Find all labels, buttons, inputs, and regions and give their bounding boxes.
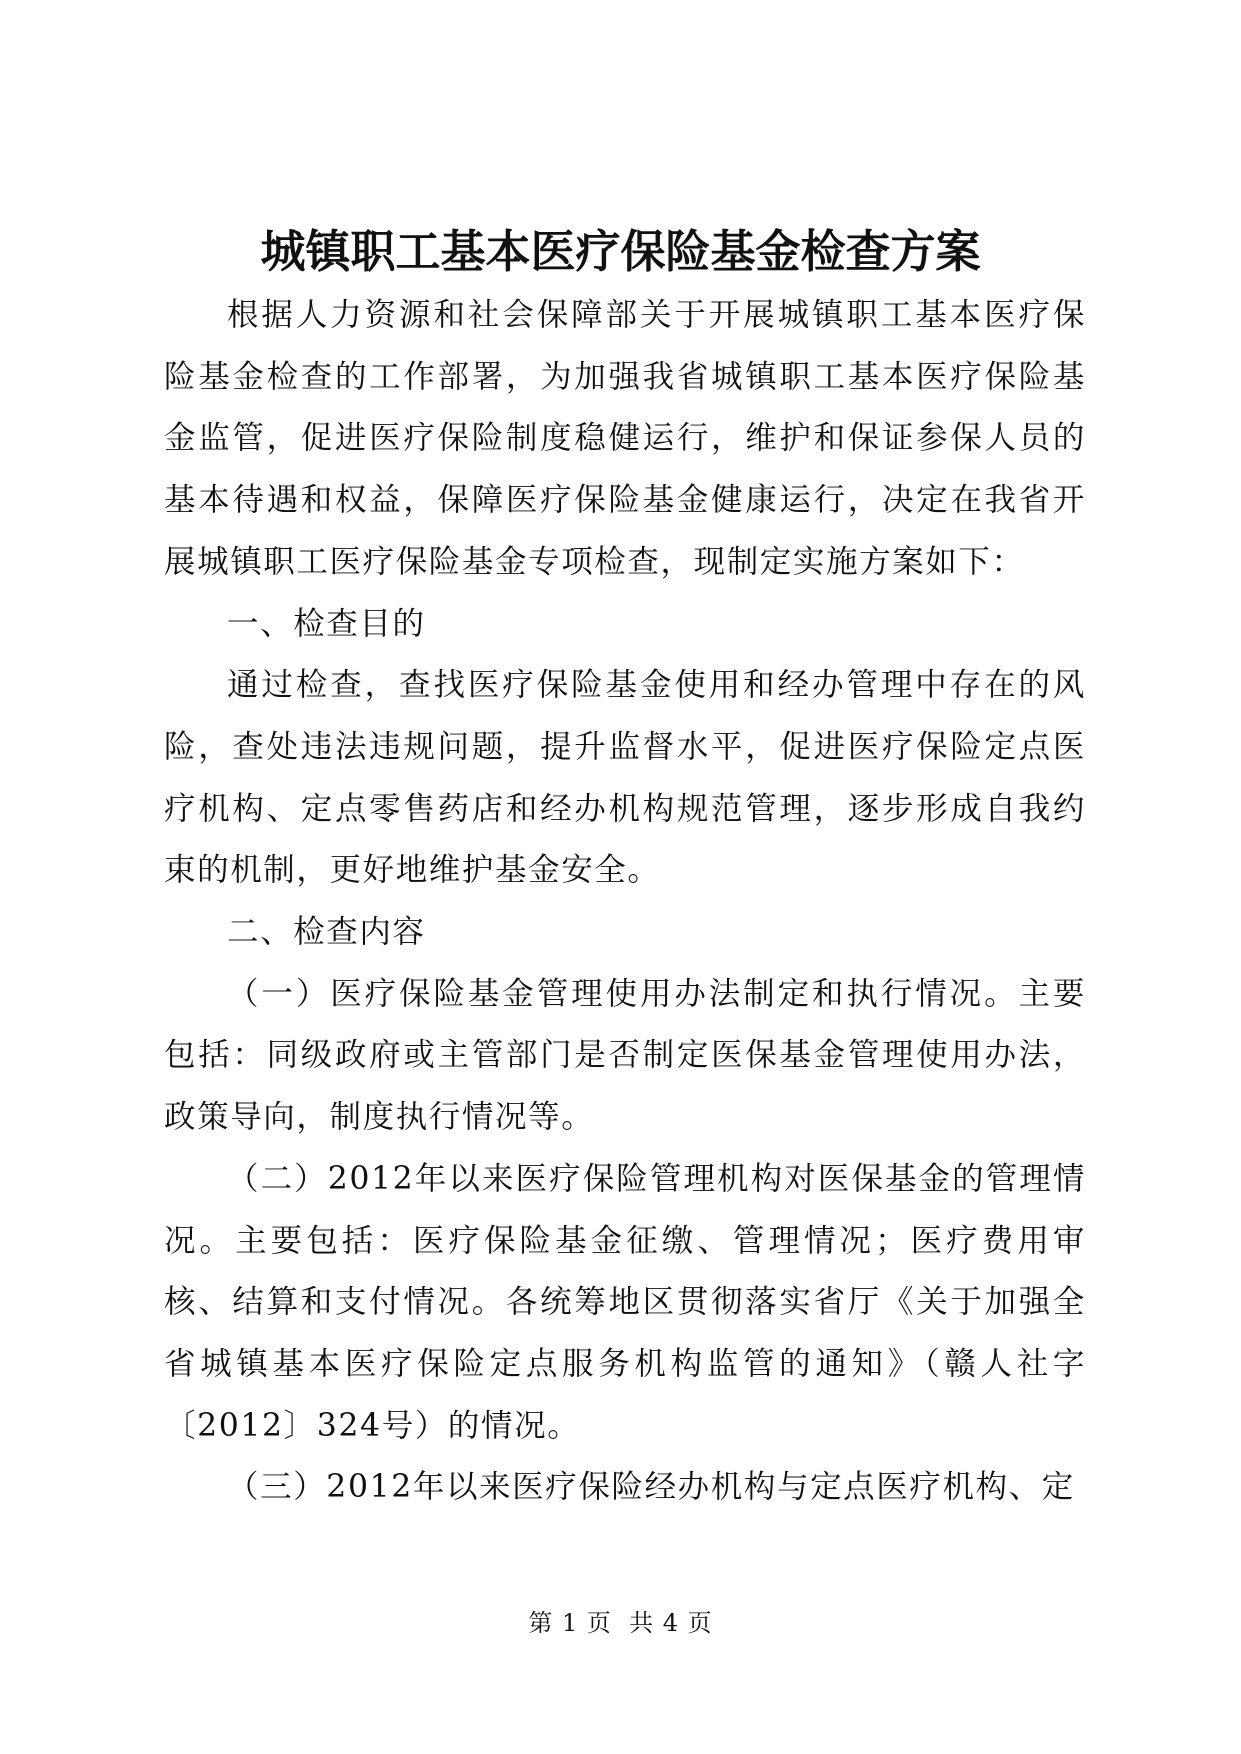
intro-paragraph: 根据人力资源和社会保障部关于开展城镇职工基本医疗保险基金检查的工作部署，为加强我省城镇职工基本医疗保险基金监管，促进医疗保险制度稳健运行，维护和保证参保人员的基本待遇和权益，保障医疗保险基金健康运行，决定在我省开展城镇职工医疗保险基金专项检查，现制定实施方案如下：	[164, 297, 1086, 580]
page-footer	[0, 1608, 1241, 1638]
content-item-1: （一）医疗保险基金管理使用办法制定和执行情况。主要包括：同级政府或主管部门是否制定医保基金管理使用办法，政策导向，制度执行情况等。	[164, 975, 1086, 1136]
content-item-3: （三）2012年以来医疗保险经办机构与定点医疗机构、定	[227, 1469, 1075, 1506]
content-item-2: （二）2012年以来医疗保险管理机构对医保基金的管理情况。主要包括：医疗保险基金征缴、管理情况；医疗费用审核、结算和支付情况。各统筹地区贯彻落实省厅《关于加强全省城镇基本医疗保险定点服务机构监管的通知》（赣人社字〔2012〕324号）的情况。	[164, 1160, 1086, 1444]
section-heading-purpose: 一、检查目的	[227, 605, 426, 642]
page-number-label: 第 1 页 共 4 页	[528, 1609, 713, 1637]
document-title: 城镇职工基本医疗保险基金检查方案	[260, 225, 981, 278]
purpose-paragraph: 通过检查，查找医疗保险基金使用和经办管理中存在的风险，查处违法违规问题，提升监督水平，促进医疗保险定点医疗机构、定点零售药店和经办机构规范管理，逐步形成自我约束的机制，更好地维护基金安全。	[164, 667, 1086, 889]
section-heading-content: 二、检查内容	[227, 914, 426, 951]
document-body	[164, 285, 1086, 1519]
